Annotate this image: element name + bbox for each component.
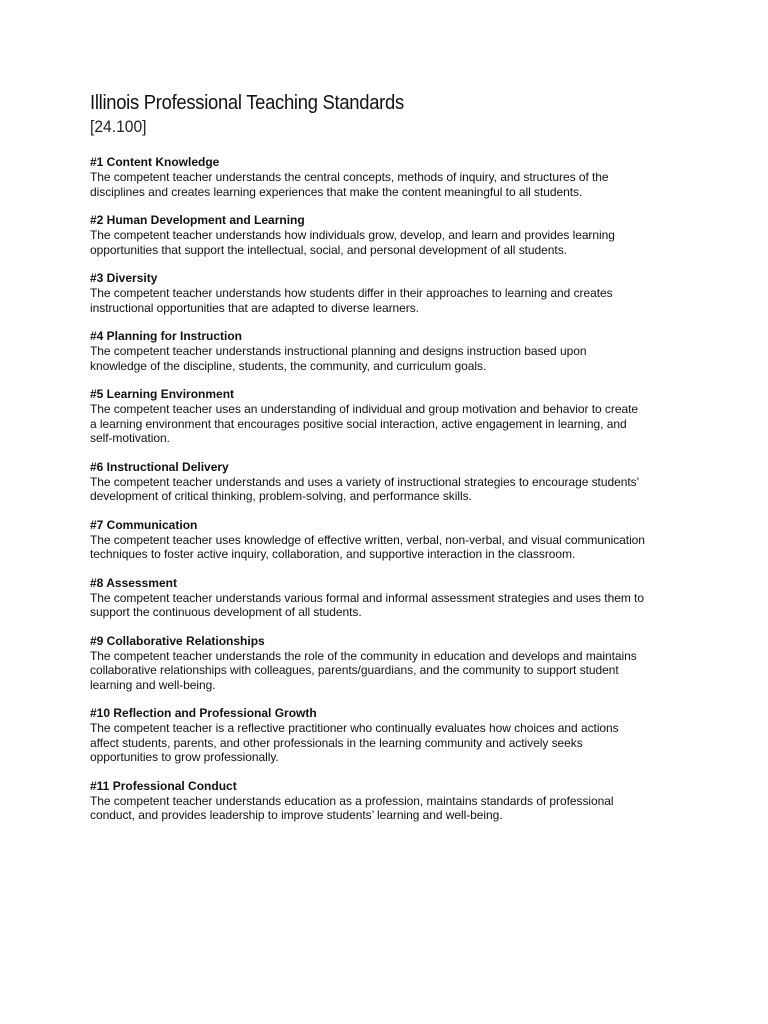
standard-description: The competent teacher understands how individuals grow, develop, and learn and provides learning opportunities that support the intellectual, social, and personal development of all students.	[90, 228, 615, 257]
standard-heading: #6 Instructional Delivery	[90, 459, 229, 474]
standard-item	[90, 518, 690, 562]
standard-item	[90, 634, 690, 693]
standard-description: The competent teacher uses an understanding of individual and group motivation and behavior to create a learning environment that encourages positive social interaction, active engagement in learning, and self-motivation.	[90, 402, 638, 445]
standard-description: The competent teacher understands instructional planning and designs instruction based upon knowledge of the discipline, students, the community, and curriculum goals.	[90, 344, 587, 373]
standard-item	[90, 329, 690, 373]
standard-heading: #2 Human Development and Learning	[90, 213, 305, 227]
standard-heading: #3 Diversity	[90, 271, 158, 285]
document-code: [24.100]	[90, 117, 147, 136]
standard-item	[90, 387, 690, 446]
standard-description: The competent teacher understands and uses a variety of instructional strategies to encourage students’ development of critical thinking, problem-solving, and performance skills.	[90, 474, 640, 503]
standard-description: The competent teacher understands education as a profession, maintains standards of professional conduct, and provides leadership to improve students’ learning and well-being.	[90, 793, 614, 822]
standard-description: The competent teacher understands various formal and informal assessment strategies and uses them to support the continuous development of all students.	[90, 590, 644, 619]
document-page	[90, 90, 690, 837]
standard-item	[90, 706, 690, 765]
standard-item	[90, 779, 690, 823]
standard-description: The competent teacher is a reflective practitioner who continually evaluates how choices and actions affect students, parents, and other professionals in the learning community and actively seeks opportunities to grow professionally.	[90, 721, 619, 764]
standard-item	[90, 271, 690, 315]
standard-heading: #7 Communication	[90, 517, 198, 532]
standard-heading: #1 Content Knowledge	[90, 155, 220, 169]
standard-item	[90, 576, 690, 620]
standard-heading: #8 Assessment	[90, 575, 177, 590]
standard-heading: #10 Reflection and Professional Growth	[90, 706, 317, 720]
standard-description: The competent teacher understands the central concepts, methods of inquiry, and structures of the disciplines and creates learning experiences that make the content meaningful to all students.	[90, 170, 609, 199]
standards-list	[90, 155, 690, 823]
standard-heading: #4 Planning for Instruction	[90, 329, 243, 343]
standard-heading: #5 Learning Environment	[90, 387, 235, 401]
document-title: Illinois Professional Teaching Standards	[90, 92, 404, 114]
standard-description: The competent teacher uses knowledge of effective written, verbal, non-verbal, and visual communication techniques to foster active inquiry, collaboration, and supportive interaction in the classroom.	[90, 532, 645, 561]
standard-item	[90, 460, 690, 504]
standard-item	[90, 213, 690, 257]
standard-description: The competent teacher understands the role of the community in education and develops and maintains collaborative relationships with colleagues, parents/guardians, and the community to support student learning and well-being.	[90, 648, 637, 692]
standard-description: The competent teacher understands how students differ in their approaches to learning and creates instructional opportunities that are adapted to diverse learners.	[90, 286, 613, 315]
standard-heading: #11 Professional Conduct	[90, 778, 237, 793]
standard-heading: #9 Collaborative Relationships	[90, 633, 265, 648]
standard-item	[90, 155, 690, 199]
